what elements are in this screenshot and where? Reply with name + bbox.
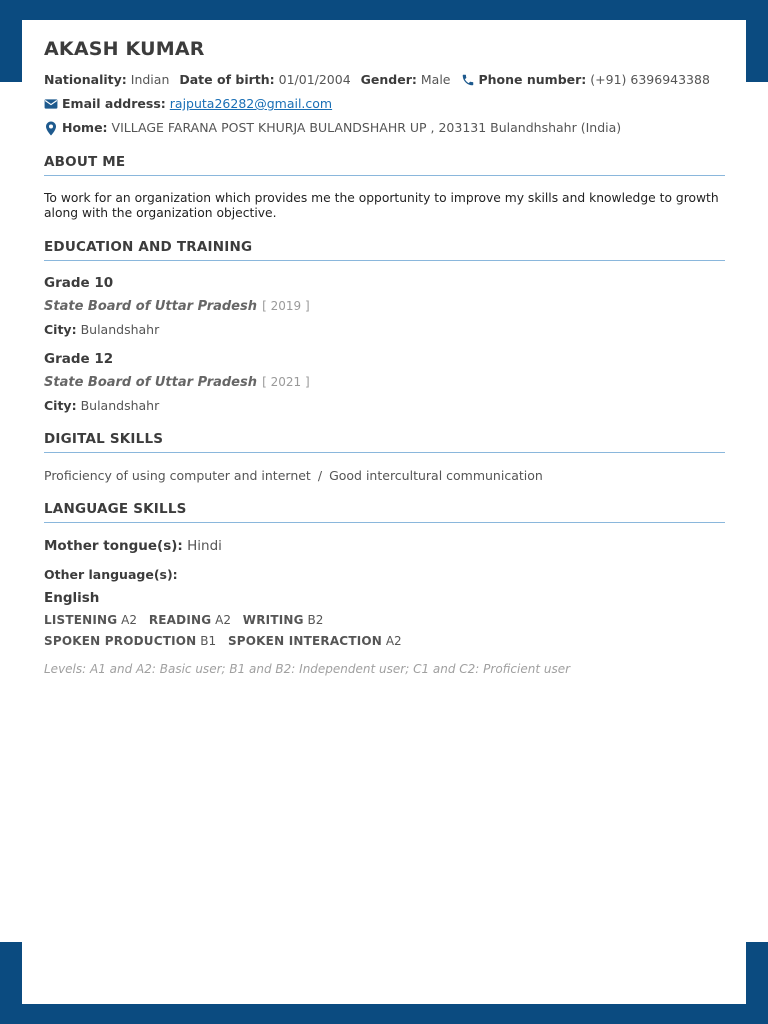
mother-tongue-label: Mother tongue(s): xyxy=(44,538,183,554)
language-levels-row-1 xyxy=(44,613,725,627)
other-languages-label: Other language(s): xyxy=(44,567,178,582)
about-text: To work for an organization which provides me the opportunity to improve my skills and knowledge to growth along with the organization objective. xyxy=(44,191,719,220)
gender-label: Gender: xyxy=(360,72,417,87)
email-label: Email address: xyxy=(62,96,166,111)
nationality-value: Indian xyxy=(130,72,170,87)
education-title: Grade 12 xyxy=(44,351,114,367)
mother-tongue xyxy=(44,538,725,554)
education-item xyxy=(44,351,725,413)
language-levels-row-2 xyxy=(44,634,725,648)
reading-level: A2 xyxy=(215,613,231,627)
listening-label: LISTENING xyxy=(44,613,118,627)
education-title: Grade 10 xyxy=(44,275,114,291)
writing-label: WRITING xyxy=(242,613,304,627)
skill-separator: / xyxy=(317,468,323,483)
resume-page xyxy=(44,38,725,676)
spoken-production-level: B1 xyxy=(200,634,217,648)
frame-right-bottom-corner xyxy=(746,942,768,1024)
education-city xyxy=(44,398,725,413)
levels-legend: Levels: A1 and A2: Basic user; B1 and B2: Independent user; C1 and C2: Proficient user xyxy=(44,662,571,676)
frame-top-bar xyxy=(0,0,768,20)
gender-value: Male xyxy=(420,72,451,87)
dob-label: Date of birth: xyxy=(179,72,275,87)
education-year: [ 2019 ] xyxy=(262,299,310,313)
home-label: Home: xyxy=(62,120,108,135)
location-pin-icon xyxy=(44,121,58,135)
listening-level: A2 xyxy=(121,613,138,627)
email-link[interactable]: rajputa26282@gmail.com xyxy=(169,96,333,111)
city-label: City: xyxy=(44,398,77,413)
phone-value: (+91) 6396943388 xyxy=(590,72,710,87)
envelope-icon xyxy=(44,97,58,111)
spoken-interaction-level: A2 xyxy=(385,634,402,648)
city-value: Bulandshahr xyxy=(80,398,160,413)
digital-skills-list xyxy=(44,468,725,483)
reading-label: READING xyxy=(148,613,212,627)
phone-label: Phone number: xyxy=(478,72,587,87)
language-name: English xyxy=(44,590,100,606)
education-org: State Board of Uttar Pradesh xyxy=(44,299,257,314)
education-org: State Board of Uttar Pradesh xyxy=(44,375,257,390)
education-year: [ 2021 ] xyxy=(262,375,310,389)
education-city xyxy=(44,322,725,337)
candidate-name: AKASH KUMAR xyxy=(44,38,205,60)
frame-bottom-bar xyxy=(0,1004,768,1024)
language-skills-section-title: LANGUAGE SKILLS xyxy=(44,501,725,523)
city-value: Bulandshahr xyxy=(80,322,160,337)
writing-level: B2 xyxy=(307,613,324,627)
about-section-title: ABOUT ME xyxy=(44,154,725,176)
spoken-interaction-label: SPOKEN INTERACTION xyxy=(227,634,383,648)
digital-skills-section-title: DIGITAL SKILLS xyxy=(44,431,725,453)
frame-right-top-corner xyxy=(746,0,768,82)
education-item xyxy=(44,275,725,337)
nationality-label: Nationality: xyxy=(44,72,127,87)
city-label: City: xyxy=(44,322,77,337)
frame-left-top-corner xyxy=(0,0,22,82)
mother-tongue-value: Hindi xyxy=(187,538,222,554)
home-value: VILLAGE FARANA POST KHURJA BULANDSHAHR UP , 203131 Bulandhshahr (India) xyxy=(111,120,622,135)
phone-icon xyxy=(461,73,475,87)
spoken-production-label: SPOKEN PRODUCTION xyxy=(44,634,197,648)
home-line xyxy=(44,120,725,136)
personal-info-line xyxy=(44,72,725,88)
education-section-title: EDUCATION AND TRAINING xyxy=(44,239,725,261)
digital-skill: Good intercultural communication xyxy=(329,468,543,483)
frame-left-bottom-corner xyxy=(0,942,22,1024)
email-line xyxy=(44,96,725,112)
dob-value: 01/01/2004 xyxy=(278,72,351,87)
digital-skill: Proficiency of using computer and internet xyxy=(44,468,311,483)
